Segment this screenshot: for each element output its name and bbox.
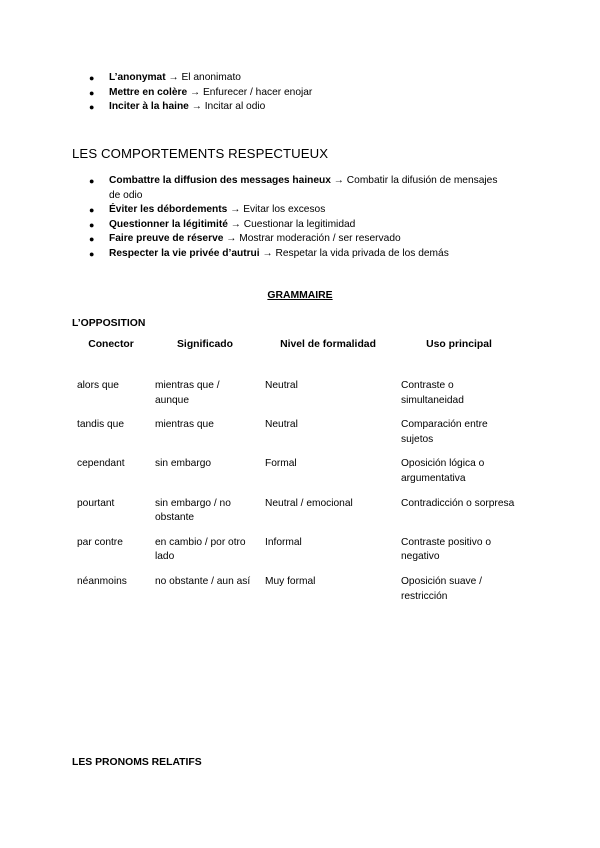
bullet-icon: ● [89,248,95,259]
column-header: Uso principal [426,339,492,350]
cell-connector: par contre [77,536,123,548]
table-row [72,457,522,496]
vocab-list-1 [72,71,512,115]
list-item: ● Faire preuve de réserve → Mostrar moderación / ser reservado [72,232,502,247]
column-header: Significado [177,339,233,350]
grammar-heading [0,290,600,301]
cell-connector: alors que [77,380,119,391]
cell-formality: Neutral [265,380,298,391]
cell-meaning: en cambio / por otro lado [155,536,246,563]
cell-connector: tandis que [77,419,125,431]
bullet-icon: ● [89,219,95,230]
bullet-icon: ● [89,205,95,215]
list-item: ● L’anonymat → El anonimato [72,71,512,86]
relatifs-heading: LES PRONOMS RELATIFS [72,757,202,768]
cell-meaning: no obstante / aun así [155,575,251,587]
cell-usage: Oposición lógica o argumentativa [401,458,485,484]
table-header-row [72,333,522,356]
cell-connector: pourtant [77,497,115,509]
grammar-title: GRAMMAIRE [267,290,333,301]
list-item: ● Éviter les débordements → Evitar los excesos [72,203,502,218]
bullet-icon: ● [89,102,95,112]
table-row [72,575,522,614]
cell-connector: cependant [77,458,125,470]
cell-usage: Comparación entre sujetos [401,419,488,445]
column-header: Nivel de formalidad [280,339,376,350]
vocab-list-2 [72,174,502,261]
list-item: ● Respecter la vie privée d’autrui → Respetar la vida privada de los demás [72,247,502,262]
list-item: ● Combattre la diffusion des messages haineux → Combatir la difusión de mensajes de odio [89,175,498,201]
cell-usage: Contraste positivo o negativo [401,536,492,563]
cell-formality: Formal [265,458,297,470]
list-item: ● Questionner la légitimité → Cuestionar la legitimidad [72,218,502,233]
cell-formality: Neutral / emocional [265,497,353,509]
bullet-icon: ● [89,73,95,83]
table-row [72,536,522,575]
cell-meaning: sin embargo / no obstante [155,497,231,524]
cell-formality: Neutral [265,419,298,431]
cell-usage: Oposición suave / restricción [401,575,482,602]
section-heading-respect: LES COMPORTEMENTS RESPECTUEUX [72,146,329,161]
table-row [72,356,522,418]
cell-usage: Contradicción o sorpresa [401,497,515,509]
cell-meaning: sin embargo [155,458,212,470]
cell-usage: Contraste o simultaneidad [401,380,464,406]
bullet-icon: ● [89,234,95,244]
cell-connector: néanmoins [77,575,127,587]
cell-meaning: mientras que / aunque [155,380,220,406]
opposition-heading: L’OPPOSITION [72,318,146,329]
column-header: Conector [88,339,134,350]
opposition-table [72,333,522,614]
cell-formality: Informal [265,536,302,548]
list-item: ● Mettre en colère → Enfurecer / hacer enojar [72,86,512,101]
list-item: ● Inciter à la haine → Incitar al odio [72,100,512,115]
cell-meaning: mientras que [155,419,214,431]
bullet-icon: ● [89,87,95,98]
cell-formality: Muy formal [265,575,316,587]
table-row [72,497,522,536]
table-row [72,418,522,457]
bullet-icon: ● [89,176,95,186]
